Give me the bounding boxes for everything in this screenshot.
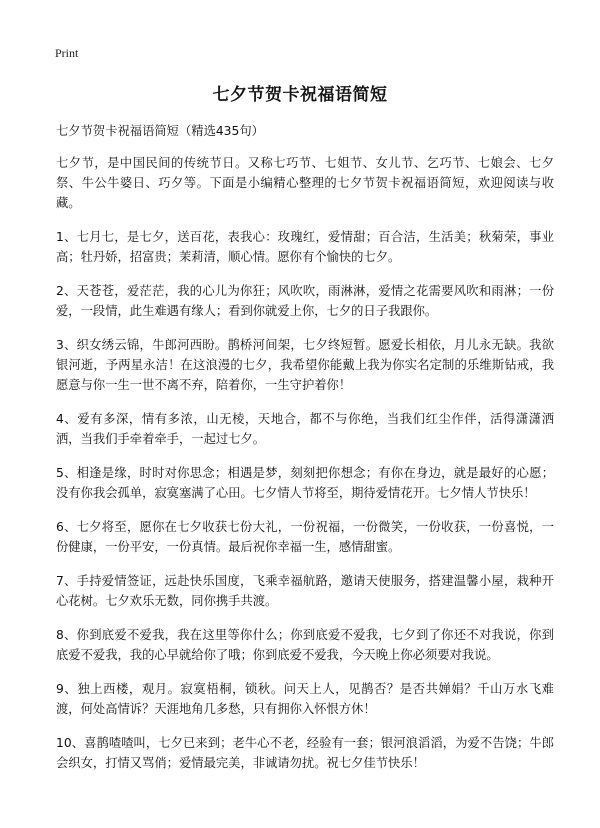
article-body [56,121,554,787]
blessing-paragraph: 6、七夕将至，愿你在七夕收获七份大礼，一份祝福，一份微笑，一份收获，一份喜悦，一份健康，一份平安，一份真情。最后祝你幸福一生，感情甜蜜。 [56,520,554,554]
blessing-paragraph: 10、喜鹊喳喳叫，七夕已来到；老牛心不老，经验有一套；银河浪滔滔，为爱不告饶；牛郎会织女，打情又骂俏；爱情最完美，非诚请勿扰。祝七夕佳节快乐！ [56,736,554,770]
blessing-paragraph: 7、手持爱情签证，远赴快乐国度，飞乘幸福航路，邀请天使服务，搭建温馨小屋，栽种开心花树。七夕欢乐无数，同你携手共渡。 [56,574,554,608]
blessing-paragraph: 2、天苍苍，爱茫茫，我的心儿为你狂；风吹吹，雨淋淋，爱情之花需要风吹和雨淋；一份爱，一段情，此生难遇有缘人；看到你就爱上你，七夕的日子我跟你。 [56,284,554,318]
blessing-paragraph: 9、独上西楼，观月。寂寞梧桐，锁秋。问天上人，见鹊否？是否共婵娟？千山万水飞难渡，何处高情诉？天涯地角几多愁，只有拥你入怀恨方休！ [56,682,554,716]
article-subtitle: 七夕节贺卡祝福语简短（精选435句） [56,124,264,138]
blessing-paragraph: 3、织女绣云锦，牛郎河西盼。鹊桥河间架，七夕终短暂。愿爱长相依，月儿永无缺。我欲银河逝，予两星永洁！在这浪漫的七夕，我希望你能戴上我为你实名定制的乐维斯钻戒，我愿意与你一生一世不离不弃，陪着你，一生守护着你！ [56,338,554,392]
blessing-paragraph: 8、你到底爱不爱我，我在这里等你什么；你到底爱不爱我，七夕到了你还不对我说，你到底爱不爱我，我的心早就给你了哦；你到底爱不爱我，今天晚上你必须要对我说。 [56,628,554,662]
blessing-paragraph: 5、相逢是缘，时时对你思念；相遇是梦，刻刻把你想念；有你在身边，就是最好的心愿；没有你我会孤单，寂寞塞满了心田。七夕情人节将至，期待爱情花开。七夕情人节快乐！ [56,466,554,500]
blessing-paragraph: 1、七月七，是七夕，送百花，表我心：玫瑰红，爱情甜；百合洁，生活美；秋菊荣，事业高；牡丹娇，招富贵；茉莉清，顺心情。愿你有个愉快的七夕。 [56,230,554,264]
intro-paragraph: 七夕节，是中国民间的传统节日。又称七巧节、七姐节、女儿节、乞巧节、七娘会、七夕祭、牛公牛婆日、巧夕等。下面是小编精心整理的七夕节贺卡祝福语简短，欢迎阅读与收藏。 [56,156,554,210]
page-title: 七夕节贺卡祝福语简短 [212,85,388,105]
blessing-paragraph: 4、爱有多深，情有多浓，山无棱，天地合，都不与你绝，当我们红尘作伴，活得潇潇洒洒，当我们手牵着牵手，一起过七夕。 [56,412,554,446]
print-link[interactable]: Print [55,46,79,60]
